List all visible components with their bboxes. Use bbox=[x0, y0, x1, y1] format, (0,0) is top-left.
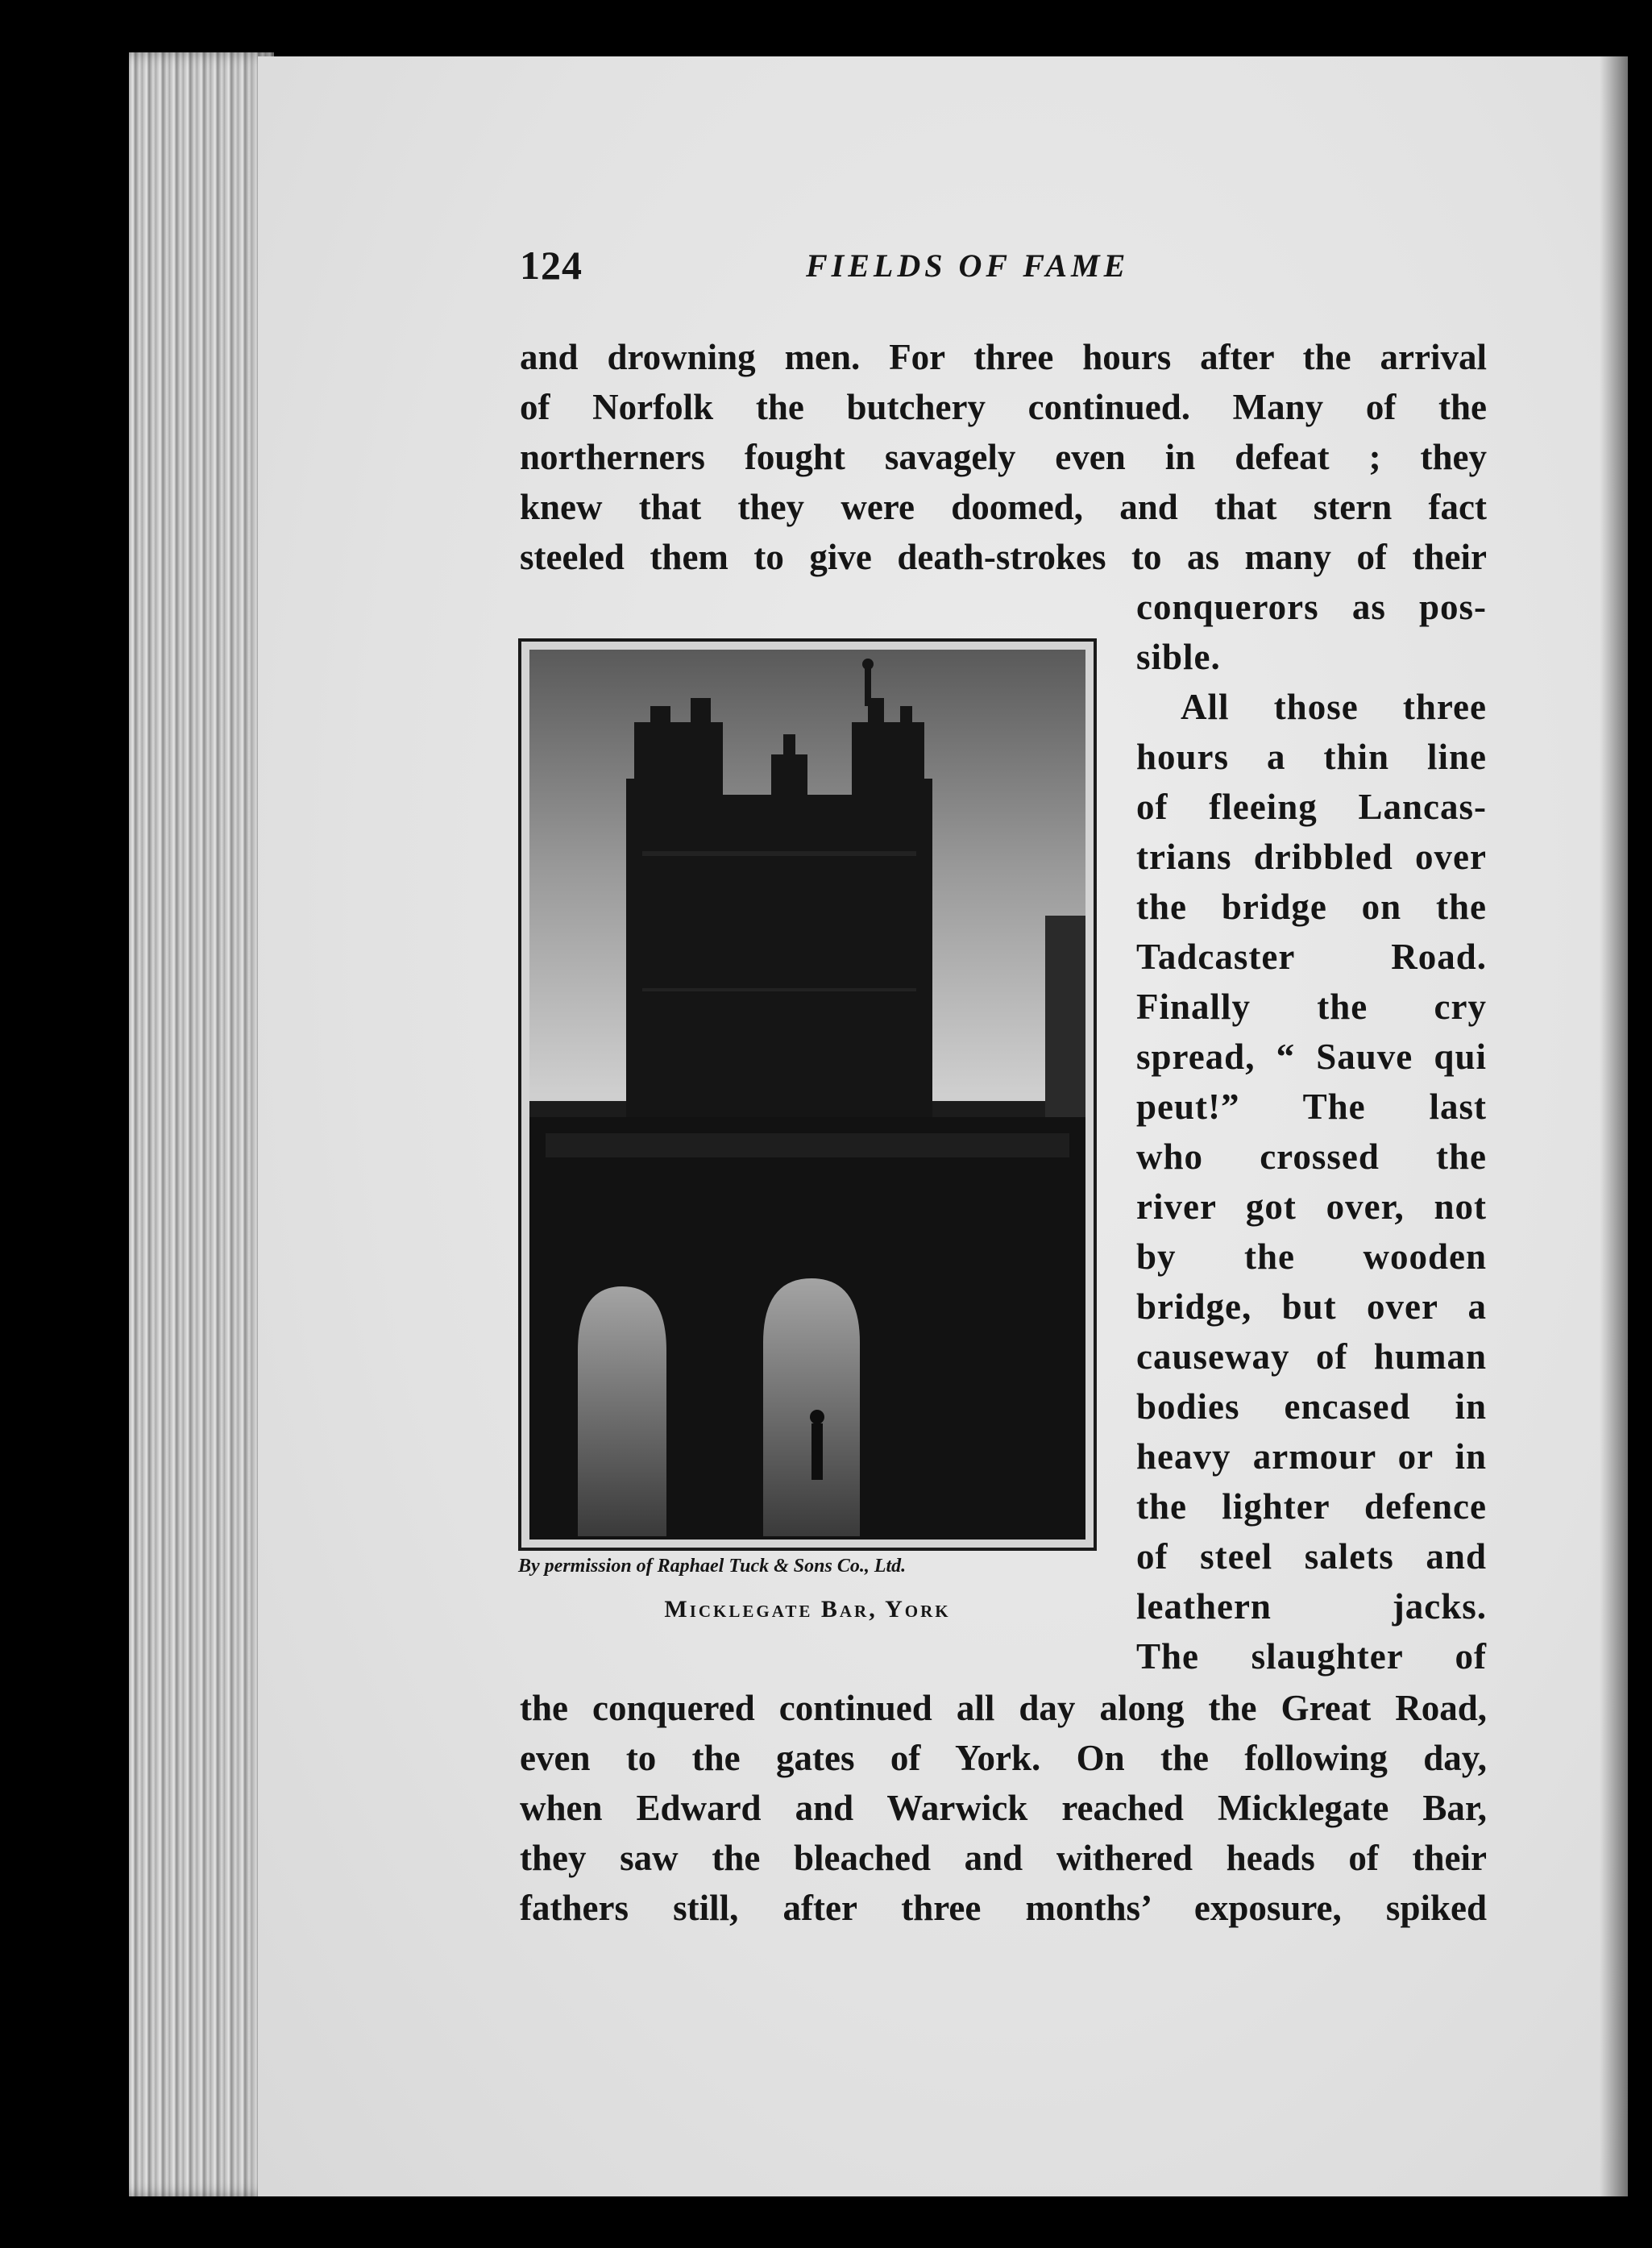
photo-caption: Micklegate Bar, York bbox=[664, 1596, 951, 1623]
text-line: spread, “ Sauve qui bbox=[1136, 1037, 1487, 1077]
text-line: of fleeing Lancas- bbox=[1136, 787, 1487, 827]
text-line: even to the gates of York. On the following day, bbox=[520, 1738, 1487, 1778]
text-line: the bridge on the bbox=[1136, 887, 1487, 927]
text-line: Finally the cry bbox=[1136, 987, 1487, 1027]
text-line: All those three bbox=[1181, 687, 1487, 727]
text-line: northerners fought savagely even in defeat ; they bbox=[520, 437, 1487, 477]
text-line: the lighter defence bbox=[1136, 1486, 1487, 1527]
text-line: who crossed the bbox=[1136, 1136, 1487, 1177]
text-line: the conquered continued all day along the Great Road, bbox=[520, 1688, 1487, 1728]
text-line: conquerors as pos- bbox=[1136, 587, 1487, 627]
running-head bbox=[520, 242, 1487, 306]
text-line: of Norfolk the butchery continued. Many of the bbox=[520, 387, 1487, 427]
text-line: hours a thin line bbox=[1136, 737, 1487, 777]
page-gutter-shadow bbox=[1600, 56, 1632, 2196]
page-edges bbox=[129, 52, 274, 2196]
text-line: The slaughter of bbox=[1136, 1636, 1487, 1677]
text-line: steeled them to give death-strokes to as many of their bbox=[520, 537, 1487, 577]
page-number: 124 bbox=[520, 243, 583, 288]
text-line: trians dribbled over bbox=[1136, 837, 1487, 877]
text-line: river got over, not bbox=[1136, 1186, 1487, 1227]
text-line: they saw the bleached and withered heads of their bbox=[520, 1838, 1487, 1878]
text-line: leathern jacks. bbox=[1136, 1586, 1487, 1627]
gatehouse-illustration bbox=[529, 650, 1085, 1540]
photo-micklegate-bar bbox=[518, 638, 1097, 1551]
text-line: knew that they were doomed, and that stern fact bbox=[520, 487, 1487, 527]
text-line: Tadcaster Road. bbox=[1136, 937, 1487, 977]
running-title: FIELDS OF FAME bbox=[806, 247, 1130, 284]
paragraph-bottom bbox=[520, 1683, 1487, 1933]
photo-credit: By permission of Raphael Tuck & Sons Co., Ltd. bbox=[518, 1556, 907, 1577]
text-line: causeway of human bbox=[1136, 1336, 1487, 1377]
text-line: sible. bbox=[1136, 637, 1221, 677]
text-line: peut!” The last bbox=[1136, 1087, 1487, 1127]
text-line: when Edward and Warwick reached Micklegate Bar, bbox=[520, 1788, 1487, 1828]
paragraph-side-column bbox=[1136, 582, 1487, 1681]
paragraph-top bbox=[520, 332, 1487, 582]
text-line: bridge, but over a bbox=[1136, 1286, 1487, 1327]
text-line: fathers still, after three months’ exposure, spiked bbox=[520, 1888, 1487, 1928]
text-line: bodies encased in bbox=[1136, 1386, 1487, 1427]
text-line: and drowning men. For three hours after the arrival bbox=[520, 337, 1487, 377]
text-line: of steel salets and bbox=[1136, 1536, 1487, 1577]
text-line: heavy armour or in bbox=[1136, 1436, 1487, 1477]
text-line: by the wooden bbox=[1136, 1236, 1487, 1277]
